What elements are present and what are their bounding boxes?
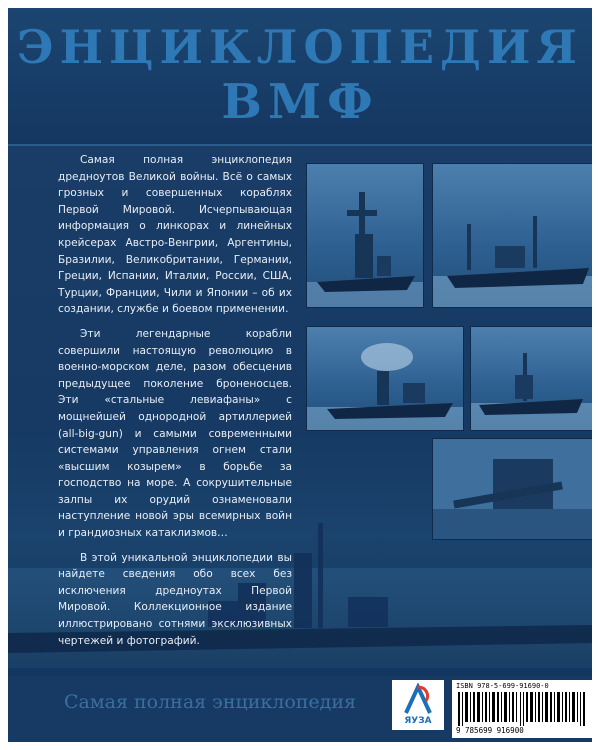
battleship-illustration: [307, 164, 423, 307]
title-line-2: ВМФ: [221, 74, 379, 130]
battleship-photo-4: [470, 326, 592, 431]
paragraph-1: Самая полная энциклопедия дредноутов Великой войны. Всё о самых грозных и совершенных кораблях Первой Мировой. Исчерпывающая информация о линкорах и линейных крейсерах Австро-Венгрии, Аргентины, Бразилии, Великобритании, Германии, Греции, Испании, Италии, России, США, Турции, Франции, Чили и Японии – об их создании, службе и боевом применении.: [58, 154, 292, 316]
publisher-emblem-icon: [400, 683, 436, 715]
battleship-photo-3: [306, 326, 464, 431]
isbn-text: ISBN 978-5-699-91690-0: [456, 682, 549, 690]
barcode-number: 9 785699 916900: [456, 726, 524, 735]
description-text: [58, 152, 292, 657]
publisher-logo: [392, 680, 444, 730]
battleship-illustration: [307, 327, 463, 430]
paragraph-3: В этой уникальной энциклопедии вы найдете сведения обо всех без исключения дредноутах Первой Мировой. Коллекционное издание иллюстрировано сотнями эксклюзивных чертежей и фотографий.: [58, 551, 292, 647]
battleship-photo-1: [306, 163, 424, 308]
battleship-photo-2: [432, 163, 592, 308]
barcode-bars: [458, 692, 586, 726]
barcode-box: [452, 680, 592, 738]
title-line-1: ЭНЦИКЛОПЕДИЯ: [17, 20, 583, 74]
publisher-name: ЯУЗА: [404, 716, 432, 726]
slogan: Самая полная энциклопедия: [64, 691, 357, 713]
battleship-illustration: [471, 327, 592, 430]
battleship-illustration: [433, 164, 592, 307]
paragraph-2: Эти легендарные корабли совершили настоящую революцию в военно-морском деле, разом обесценив предыдущее поколение броненосцев. Эти «стальные левиафаны» с мощнейшей однородной артиллерией (all-big-gun) и самыми современными системами управления огнем стали «высшим козырем» в борьбе за господство на море. А сокрушительные залпы их орудий ознаменовали наступление новой эры всемирных войн и грандиозных катаклизмов…: [58, 327, 292, 540]
header-band: [8, 8, 592, 144]
